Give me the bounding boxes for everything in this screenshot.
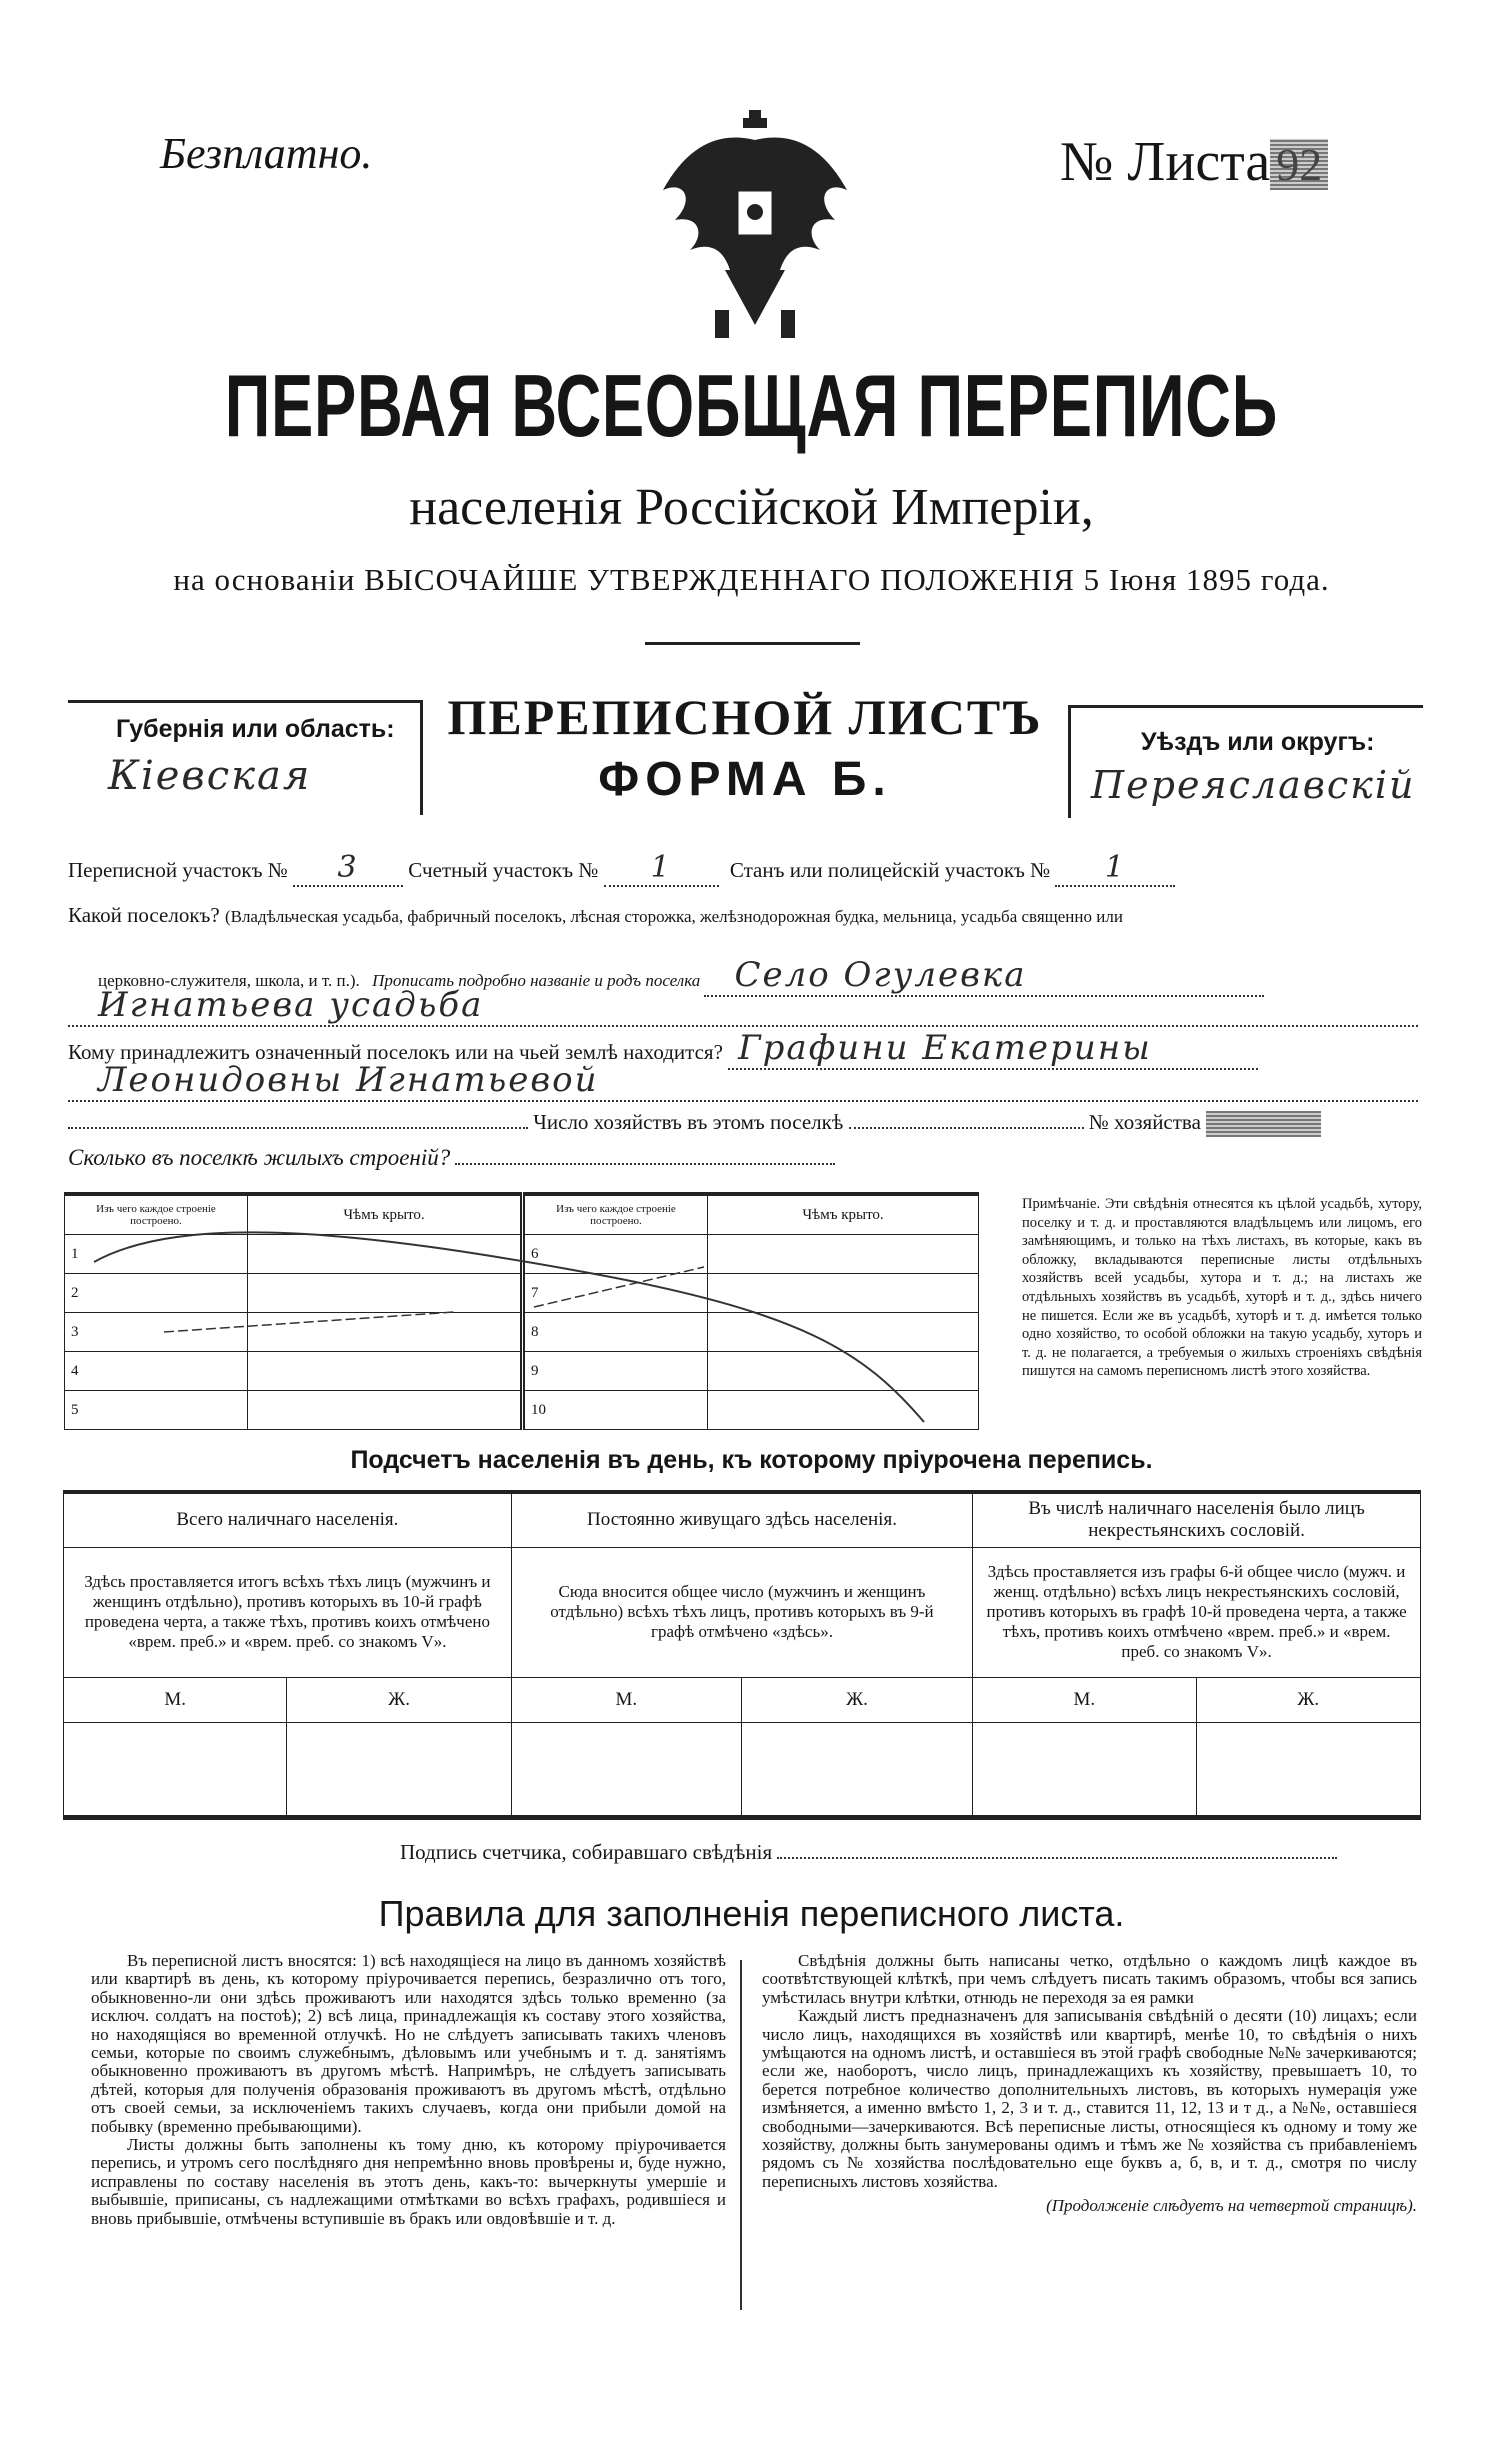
rules-paragraph: Каждый листъ предназначенъ для записыванія свѣдѣній о десяти (10) лицахъ; если число лицъ, находящихся въ хозяйствѣ или квартирѣ, менѣе 10, то свѣдѣнія о нихъ умѣщаются на одномъ листѣ, и оставшіеся въ этой графѣ свободные №№ зачеркиваются; если же, наоборотъ, число лицъ, принадлежащихъ къ хозяйству, превышаетъ 10, то берется потребное количество дополнительныхъ листовъ, въ которыхъ нумерація уже измѣняется, а именно вмѣсто 1, 2, 3 и т. д., ставится 11, 12, 13 и т д., а №№, оставшіеся свободными—зачеркиваются. Всѣ переписные листы, относящіеся къ одному и тому же хозяйству, должны быть занумерованы одимъ и тѣмъ же № хозяйства съ прибавленіемъ рядомъ съ № хозяйства послѣдовательно еще буквъ а, б, в, и т. д., смотря по числу переписныхъ листовъ хозяйства. [762,2006,1417,2191]
stan-value[interactable]: 1 [1055,850,1175,887]
male-header: М. [64,1677,287,1722]
owner-value-2[interactable]: Леонидовны Игнатьевой [68,1060,1418,1102]
uezd-box [1068,705,1423,818]
stan-label: Станъ или полицейскій участокъ № [729,858,1051,882]
household-no-value[interactable] [1206,1111,1321,1137]
imperial-eagle-emblem [655,110,855,340]
male-header: М. [973,1677,1196,1722]
gubernia-box [68,700,423,815]
household-no-label: № хозяйства [1088,1110,1201,1134]
col-permanent-desc: Сюда вносится общее число (мужчинъ и женщинъ отдѣльно) всѣхъ тѣхъ лицъ, противъ которыхъ въ 9-й графѣ отмѣчено «здѣсь». [511,1547,972,1677]
col-material-2: Изъ чего каждое строеніе построено. [523,1194,708,1235]
female-permanent-cell[interactable] [741,1722,972,1817]
col-roof-2: Чѣмъ крыто. [708,1194,979,1235]
col-total-desc: Здѣсь проставляется итогъ всѣхъ тѣхъ лицъ (мужчинъ и женщинъ отдѣльно), противъ которыхъ въ 10-й графѣ проведена черта, а также тѣхъ, противъ коихъ отмѣчено «врем. преб.» и «врем. преб. со знакомъ V». [64,1547,512,1677]
households-blank[interactable] [68,1127,528,1129]
subtitle: населенія Россійской Имперіи, [409,479,1094,536]
buildings-label: Сколько въ поселкѣ жилыхъ строеній? [68,1145,451,1170]
settlement-value-1[interactable]: Село Огулевка [704,955,1264,997]
count-district-value[interactable]: 1 [604,850,719,887]
basis-line: на основаніи ВЫСОЧАЙШЕ УТВЕРЖДЕННАГО ПОЛОЖЕНІЯ 5 Іюня 1895 года. [173,562,1330,597]
male-permanent-cell[interactable] [511,1722,741,1817]
settlement-hint: (Владѣльческая усадьба, фабричный поселокъ, лѣсная сторожка, желѣзнодорожная будка, мельница, усадьба священно или [224,907,1123,926]
row-number: 9 [523,1352,708,1391]
district-row [68,850,1175,887]
row-number: 5 [65,1391,248,1430]
form-subtitle: ФОРМА Б. [598,753,892,806]
female-header: Ж. [287,1677,511,1722]
col-total-title: Всего наличнаго населенія. [64,1492,512,1547]
sheet-number-label: № Листа [1060,131,1271,193]
owner-label: Кому принадлежитъ означенный поселокъ или на чьей землѣ находится? [68,1040,723,1064]
divider [645,642,860,645]
rules-right-column [762,1952,1417,2216]
census-district-value[interactable]: 3 [293,850,403,887]
form-title: ПЕРЕПИСНОЙ ЛИСТЪ [447,689,1043,745]
row-number: 10 [523,1391,708,1430]
cross-out-strokes [64,1192,979,1427]
row-number: 1 [65,1235,248,1274]
female-total-cell[interactable] [287,1722,511,1817]
rules-paragraph: Въ переписной листъ вносятся: 1) всѣ находящіеся на лицо въ данномъ хозяйствѣ или квартирѣ въ день, къ которому пріурочивается перепись, безразлично отъ того, обыкновенно-ли они здѣсь проживаютъ или находятся здѣсь только временно (за исключ. солдатъ на постоѣ); 2) всѣ лица, принадлежащія къ составу этого хозяйства, но находящіяся во временной отлучкѣ. Но не слѣдуетъ записывать такихъ членовъ семьи, которые по своимъ служебнымъ, дѣловымъ или учебнымъ и т. д. занятіямъ обыкновенно проживаютъ въ другомъ мѣстѣ. Напримѣръ, не слѣдуетъ записывать дѣтей, которыя для полученія образованія проживаютъ въ другомъ мѣстѣ, отдѣльно отъ своей семьи, за исключеніемъ такихъ случаевъ, когда они прибыли домой на побывку (временно пребывающими). [91,1951,726,2136]
col-permanent-title: Постоянно живущаго здѣсь населенія. [511,1492,972,1547]
row-number: 2 [65,1274,248,1313]
population-table [63,1490,1421,1820]
settlement-row [68,903,1123,928]
rules-paragraph: Листы должны быть заполнены къ тому дню, къ которому пріурочивается перепись, и утромъ сего послѣдняго дня непремѣнно вновь провѣрены и, буде нужно, исправлены по составу населенія въ этотъ день, какъ-то: вычеркнуты умершіе и выбывшіе, приписаны, съ надлежащими отмѣтками во всѣхъ графахъ, родившіеся и вновь прибывшіе, отмѣчены вступившіе въ бракъ или овдовѣвшіе и т. д. [91,2135,726,2228]
signature-row [400,1840,1337,1865]
rules-left-column [91,1952,726,2228]
col-nonpeasant-desc: Здѣсь проставляется изъ графы 6-й общее число (мужч. и женщ. отдѣльно) всѣхъ лицъ некрестьянскихъ сословій, противъ которыхъ въ графѣ 10-й проведена черта, а также тѣхъ, противъ коихъ отмѣчено «врем. преб.» и «врем. преб. со знакомъ V». [973,1547,1421,1677]
buildings-row [68,1145,835,1171]
buildings-value[interactable] [455,1163,835,1165]
page-title: ПЕРВАЯ ВСЕОБЩАЯ ПЕРЕПИСЬ [224,356,1279,455]
gubernia-label: Губернія или область: [116,715,395,743]
female-header: Ж. [1196,1677,1421,1722]
row-number: 7 [523,1274,708,1313]
note: Примѣчаніе. Эти свѣдѣнія отнесятся къ цѣлой усадьбѣ, хутору, поселку и т. д. и проставляются владѣльцемъ или лицомъ, его замѣняющимъ, и только на тѣхъ листахъ, въ которые, какъ въ обложку, вкладываются переписные листы отдѣльныхъ хозяйствъ всей усадьбы, хутора и т. д.; на листахъ же отдѣльныхъ хозяйствъ въ усадьбѣ, хуторѣ и т. д., здѣсь ничего не пишется. Если же въ усадьбѣ, хуторѣ и т. д. имѣется только одно хозяйство, то особой обложки на такую усадьбу, хуторъ и т. д. не полагается, а требуемыя о жилыхъ строеніяхъ свѣдѣнія пишутся на самомъ переписномъ листѣ этого хозяйства. [1022,1196,1422,1380]
signature-label-text: Подпись счетчика, собиравшаго свѣдѣнія [400,1840,773,1864]
owner-value-1[interactable]: Графини Екатерины [728,1028,1258,1070]
count-district-label: Счетный участокъ № [408,858,599,882]
male-nonpeasant-cell[interactable] [973,1722,1196,1817]
col-material: Изъ чего каждое строеніе построено. [65,1194,248,1235]
col-nonpeasant-title: Въ числѣ наличнаго населенія было лицъ некрестьянскихъ сословій. [973,1492,1421,1547]
uezd-value[interactable]: Переяславскій [1091,763,1416,807]
signature-field[interactable] [777,1857,1337,1859]
households-label: Число хозяйствъ въ этомъ поселкѣ [533,1110,844,1134]
sheet-number-value: 92 [1270,139,1328,190]
rules-paragraph: Свѣдѣнія должны быть написаны четко, отдѣльно о каждомъ лицѣ каждое въ соотвѣтствующей клѣткѣ, при чемъ слѣдуетъ писать такимъ образомъ, чтобы вся запись умѣстилась внутри клѣтки, отнюдь не переходя за ея рамки [762,1951,1417,2007]
population-heading: Подсчетъ населенія въ день, къ которому пріурочена перепись. [350,1446,1153,1474]
free-label: Безплатно. [160,129,373,178]
continued-note: (Продолженіе слѣдуетъ на четвертой страницѣ). [1046,2196,1417,2216]
col-roof: Чѣмъ крыто. [248,1194,523,1235]
male-header: М. [511,1677,741,1722]
row-number: 4 [65,1352,248,1391]
households-value[interactable] [849,1127,1084,1129]
female-header: Ж. [741,1677,972,1722]
title [0,355,1503,457]
column-divider [740,1960,742,2310]
census-district-label: Переписной участокъ № [68,858,288,882]
settlement-label: Какой поселокъ? [68,903,220,927]
settlement-instruction: Прописать подробно названіе и родъ поселка [372,971,701,990]
rules-heading: Правила для заполненія переписного листа. [378,1893,1125,1934]
female-nonpeasant-cell[interactable] [1196,1722,1421,1817]
households-row [68,1110,1321,1137]
row-number: 8 [523,1313,708,1352]
uezd-label: Уѣздъ или округъ: [1141,728,1375,756]
male-total-cell[interactable] [64,1722,287,1817]
sheet-number [1060,130,1328,194]
settlement-hint-2: церковно-служителя, школа, и т. п.). [98,971,360,990]
row-number: 6 [523,1235,708,1274]
gubernia-value[interactable]: Кіевская [108,753,312,799]
row-number: 3 [65,1313,248,1352]
settlement-value-2[interactable]: Игнатьева усадьба [68,985,1418,1027]
